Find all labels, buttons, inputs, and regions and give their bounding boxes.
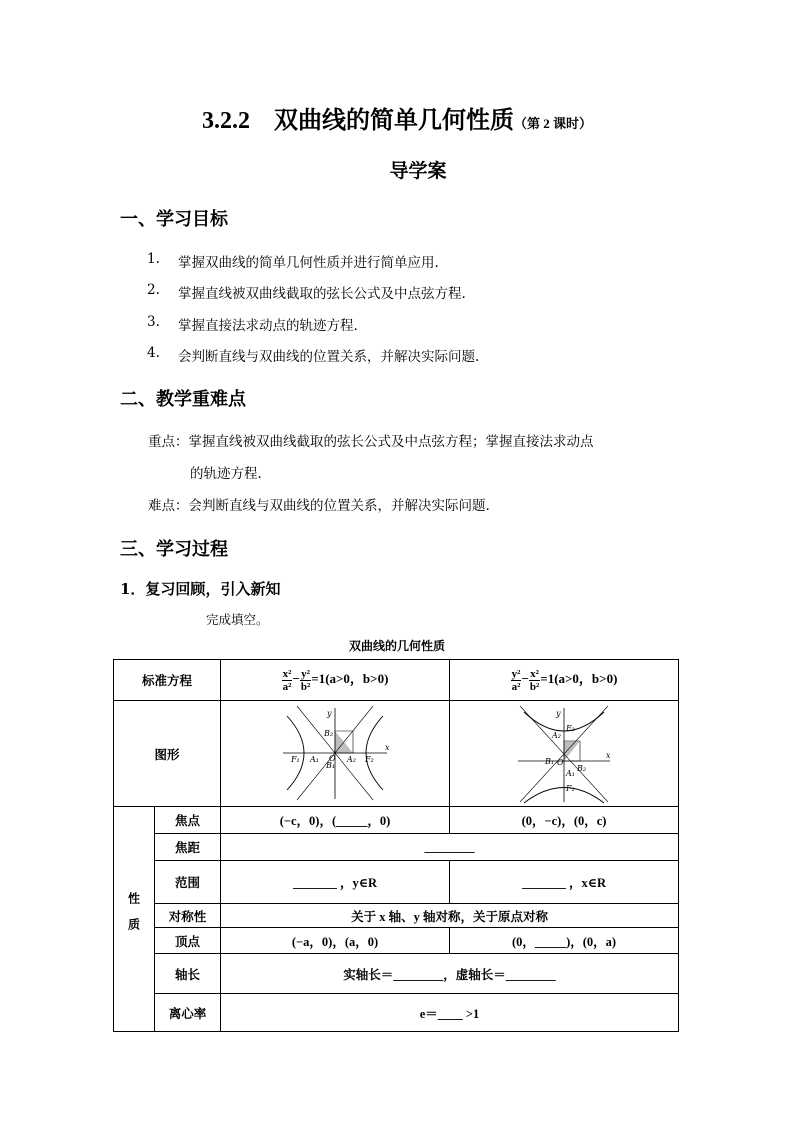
eq2-n1: y² [511,667,521,680]
section1-heading: 一、学习目标 [120,209,228,230]
hyperbola-properties-table [113,659,679,1032]
goal-num-4: 4. [147,345,160,361]
goal-num-3: 3. [147,314,160,330]
row-eccentricity [114,994,679,1032]
section-number: 3.2.2 [201,108,250,134]
row-range [114,861,679,904]
vertices-horizontal: (−a，0)，(a，0) [221,928,450,954]
eq2-d2: b² [529,680,540,693]
eq2-n2: x² [530,667,539,680]
section2-heading: 二、教学重难点 [120,389,246,410]
equation-horizontal: $\frac{\text{x²}}{\text{a²}}$ − $\frac{\text{y²}}{\text{b²}}$ =1(a>0，b>0) [221,660,450,701]
eq1-tail: =1(a>0，b>0) [311,670,389,686]
equation-vertical: $\frac{\text{y²}}{\text{a²}}$ − $\frac{\text{x²}}{\text{b²}}$ =1(a>0，b>0) [450,660,679,701]
goal-text-2: 掌握直线被双曲线截取的弦长公式及中点弦方程. [178,286,466,302]
label-focal-distance: 焦距 [155,834,221,861]
lesson-label: （第 2 课时） [513,116,592,131]
row-equation [114,660,679,701]
fig1-O: O [329,753,336,763]
section3-heading: 三、学习过程 [120,539,228,560]
key-point-line2: 的轨迹方程. [190,466,262,482]
symmetry-text: 关于 x 轴、y 轴对称，关于原点对称 [221,904,679,928]
label-symmetry: 对称性 [155,904,221,928]
row-foci [114,807,679,834]
foci-vertical: (0，−c)，(0，c) [450,807,679,834]
label-eccentricity: 离心率 [155,994,221,1032]
label-properties: 性质 [126,891,141,944]
fig1-F2: F₂ [365,754,374,764]
horizontal-hyperbola-figure [275,704,395,804]
goal-text-3: 掌握直接法求动点的轨迹方程. [178,318,358,334]
range-horizontal: _______ ，y∈R [221,861,450,904]
eq1-d1: a² [282,680,292,693]
foci-horizontal: (−c，0)，(_____，0) [221,807,450,834]
title-text: 双曲线的简单几何性质 [273,108,514,134]
figure-horizontal-cell [221,701,450,807]
fig2-F2: F₂ [566,723,575,733]
eccentricity-text: e＝____ >1 [221,994,679,1032]
label-range: 范围 [155,861,221,904]
key-point-line1: 重点：掌握直线被双曲线截取的弦长公式及中点弦方程；掌握直接法求动点 [148,434,594,450]
label-vertices: 顶点 [155,928,221,954]
range-vertical: _______ ，x∈R [450,861,679,904]
focal-distance-blank: ________ [221,834,679,861]
label-equation: 标准方程 [114,660,221,701]
table-caption: 双曲线的几何性质 [348,639,445,653]
row-focal-distance [114,834,679,861]
difficult-point: 难点：会判断直线与双曲线的位置关系，并解决实际问题. [148,498,490,514]
fill-instruction: 完成填空。 [206,612,269,627]
fig2-A1: A₁ [566,768,575,778]
row-vertices [114,928,679,954]
eq1-d2: b² [300,680,311,693]
fig2-F1: F₁ [566,783,575,793]
axis-length-text: 实轴长＝________，虚轴长＝________ [221,954,679,994]
page-subtitle: 导学案 [389,160,447,182]
label-foci: 焦点 [155,807,221,834]
goal-num-1: 1. [147,251,160,267]
fig1-y: y [327,708,332,718]
figure-vertical-cell [450,701,679,807]
fig1-B2: B₂ [324,728,334,738]
row-figure [114,701,679,807]
goal-text-1: 掌握双曲线的简单几何性质并进行简单应用. [178,255,439,271]
row-axis-length [114,954,679,994]
row-symmetry [114,904,679,928]
fig1-A1: A₁ [310,754,319,764]
vertical-hyperbola-figure [514,704,614,804]
label-figure: 图形 [114,701,221,807]
eq1-n1: x² [282,667,292,680]
eq1-n2: y² [301,667,310,680]
vertices-vertical: (0，_____)，(0，a) [450,928,679,954]
fig2-A2: A₂ [552,730,561,740]
fig1-A2: A₂ [347,754,356,764]
fig1-F1: F₁ [291,754,300,764]
eq2-tail: =1(a>0，b>0) [540,670,618,686]
fig2-O: O [557,757,564,767]
label-axis-length: 轴长 [155,954,221,994]
fig1-x: x [385,742,390,752]
fig2-B1: B₁ [545,756,555,766]
goal-text-4: 会判断直线与双曲线的位置关系，并解决实际问题. [178,349,480,365]
fig2-x: x [606,750,611,760]
review-subheading: 1．复习回顾，引入新知 [120,580,281,598]
fig1-B1: B₁ [326,760,336,770]
properties-group-cell [114,807,155,1032]
goal-num-2: 2. [147,282,160,298]
page-title [0,100,794,135]
eq2-d1: a² [511,680,521,693]
fig2-B2: B₂ [577,763,587,773]
fig2-y: y [556,708,561,718]
